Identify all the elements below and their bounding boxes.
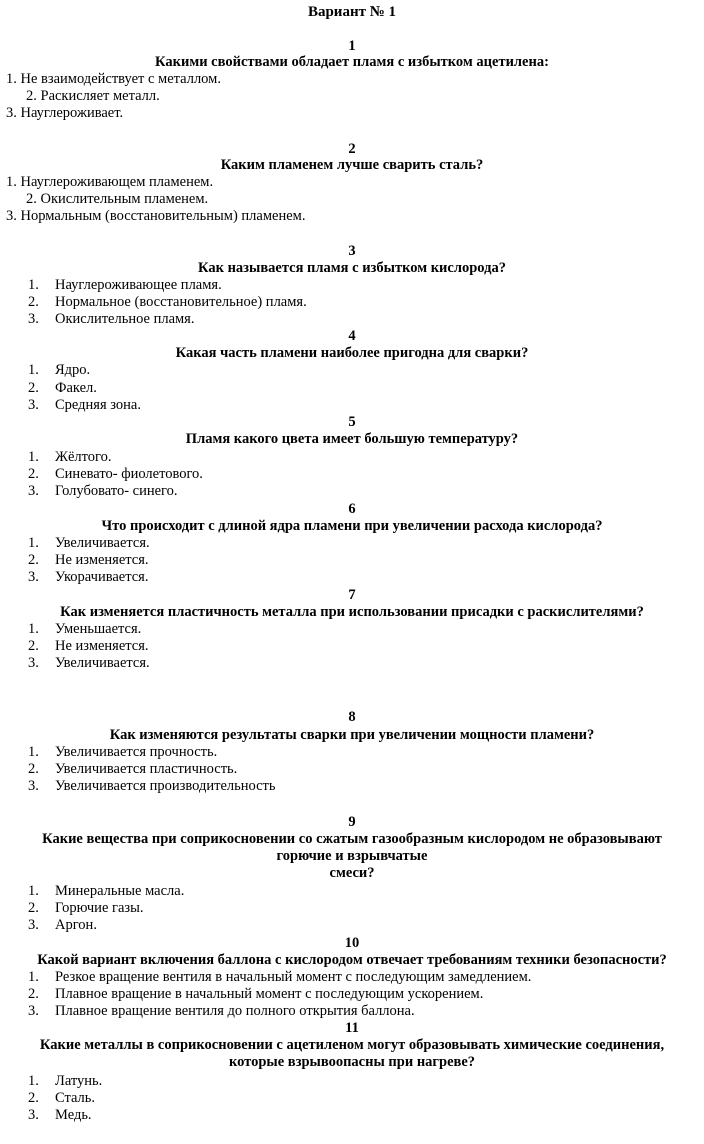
question-number: 9	[348, 814, 356, 830]
question-text: Какая часть пламени наиболее пригодна для сварки?	[175, 345, 529, 361]
list-marker: 2.	[28, 761, 39, 777]
answer-option: Латунь.	[55, 1073, 103, 1089]
question-text: которые взрывоопасны при нагреве?	[228, 1054, 476, 1070]
list-marker: 3.	[28, 917, 39, 933]
answer-option: Нормальное (восстановительное) пламя.	[55, 294, 307, 310]
list-marker: 2.	[28, 294, 39, 310]
list-marker: 3.	[28, 311, 39, 327]
answer-option: Факел.	[55, 380, 97, 396]
list-marker: 3.	[28, 1003, 39, 1019]
answer-option: Увеличивается пластичность.	[55, 761, 238, 777]
answer-option: Науглероживающее пламя.	[55, 277, 222, 293]
answer-option: Синевато- фиолетового.	[55, 466, 203, 482]
list-marker: 2.	[28, 380, 39, 396]
question-text: Как называется пламя с избытком кислорода?	[198, 260, 506, 276]
list-marker: 1.	[28, 621, 39, 637]
answer-option: Горючие газы.	[55, 900, 144, 916]
answer-option: Не изменяется.	[55, 552, 149, 568]
list-marker: 2.	[28, 900, 39, 916]
answer-option: 3. Науглероживает.	[6, 105, 124, 121]
answer-option: Увеличивается прочность.	[55, 744, 218, 760]
question-text: Какими свойствами обладает пламя с избытком ацетилена:	[155, 54, 549, 70]
list-marker: 3.	[28, 569, 39, 585]
answer-option: Плавное вращение в начальный момент с последующим ускорением.	[55, 986, 484, 1002]
question-text: Как изменяется пластичность металла при использовании присадки с раскислителями?	[60, 604, 644, 620]
variant-title: Вариант № 1	[307, 4, 397, 20]
list-marker: 1.	[28, 362, 39, 378]
answer-option: Минеральные масла.	[55, 883, 185, 899]
question-number: 7	[348, 587, 356, 603]
question-number: 5	[348, 414, 356, 430]
answer-option: Сталь.	[55, 1090, 96, 1106]
list-marker: 3.	[28, 397, 39, 413]
question-text: Какие вещества при соприкосновении со сжатым газообразным кислородом не образовывают	[42, 831, 662, 847]
question-number: 2	[348, 141, 356, 157]
list-marker: 1.	[28, 449, 39, 465]
list-marker: 2.	[28, 1090, 39, 1106]
question-number: 3	[348, 243, 356, 259]
question-number: 4	[348, 328, 356, 344]
answer-option: Уменьшается.	[55, 621, 142, 637]
answer-option: Укорачивается.	[55, 569, 149, 585]
list-marker: 1.	[28, 277, 39, 293]
list-marker: 1.	[28, 535, 39, 551]
list-marker: 3.	[28, 1107, 39, 1123]
answer-option: 3. Нормальным (восстановительным) пламенем.	[6, 208, 306, 224]
list-marker: 2.	[28, 638, 39, 654]
list-marker: 3.	[28, 778, 39, 794]
answer-option: Ядро.	[55, 362, 91, 378]
answer-option: Медь.	[55, 1107, 92, 1123]
list-marker: 1.	[28, 969, 39, 985]
answer-option: Окислительное пламя.	[55, 311, 195, 327]
question-text: Что происходит с длиной ядра пламени при увеличении расхода кислорода?	[101, 518, 603, 534]
answer-option: Средняя зона.	[55, 397, 141, 413]
answer-option: Жёлтого.	[55, 449, 112, 465]
answer-option: Плавное вращение вентиля до полного открытия баллона.	[55, 1003, 415, 1019]
question-text: Какой вариант включения баллона с кислородом отвечает требованиям техники безопасности?	[37, 952, 667, 968]
question-number: 8	[348, 709, 356, 725]
question-text: Каким пламенем лучше сварить сталь?	[220, 157, 484, 173]
question-number: 6	[348, 501, 356, 517]
list-marker: 3.	[28, 483, 39, 499]
list-marker: 2.	[28, 466, 39, 482]
answer-option: Аргон.	[55, 917, 97, 933]
question-text: горючие и взрывчатые	[276, 848, 428, 864]
list-marker: 3.	[28, 655, 39, 671]
answer-option: 2. Раскисляет металл.	[26, 88, 160, 104]
question-text: Пламя какого цвета имеет большую температуру?	[185, 431, 519, 447]
question-number: 11	[345, 1020, 359, 1036]
answer-option: Увеличивается.	[55, 655, 150, 671]
question-number: 10	[344, 935, 360, 951]
list-marker: 2.	[28, 986, 39, 1002]
answer-option: Не изменяется.	[55, 638, 149, 654]
answer-option: 1. Науглероживающем пламенем.	[6, 174, 214, 190]
list-marker: 1.	[28, 744, 39, 760]
answer-option: 1. Не взаимодействует с металлом.	[6, 71, 221, 87]
answer-option: Голубовато- синего.	[55, 483, 178, 499]
question-text: Как изменяются результаты сварки при увеличении мощности пламени?	[109, 727, 595, 743]
answer-option: Увеличивается производительность	[55, 778, 276, 794]
list-marker: 2.	[28, 552, 39, 568]
list-marker: 1.	[28, 1073, 39, 1089]
question-text: Какие металлы в соприкосновении с ацетиленом могут образовывать химические соединения,	[39, 1037, 665, 1053]
answer-option: 2. Окислительным пламенем.	[26, 191, 209, 207]
list-marker: 1.	[28, 883, 39, 899]
answer-option: Увеличивается.	[55, 535, 150, 551]
question-number: 1	[348, 38, 356, 54]
question-text: смеси?	[329, 865, 375, 881]
answer-option: Резкое вращение вентиля в начальный момент с последующим замедлением.	[55, 969, 532, 985]
